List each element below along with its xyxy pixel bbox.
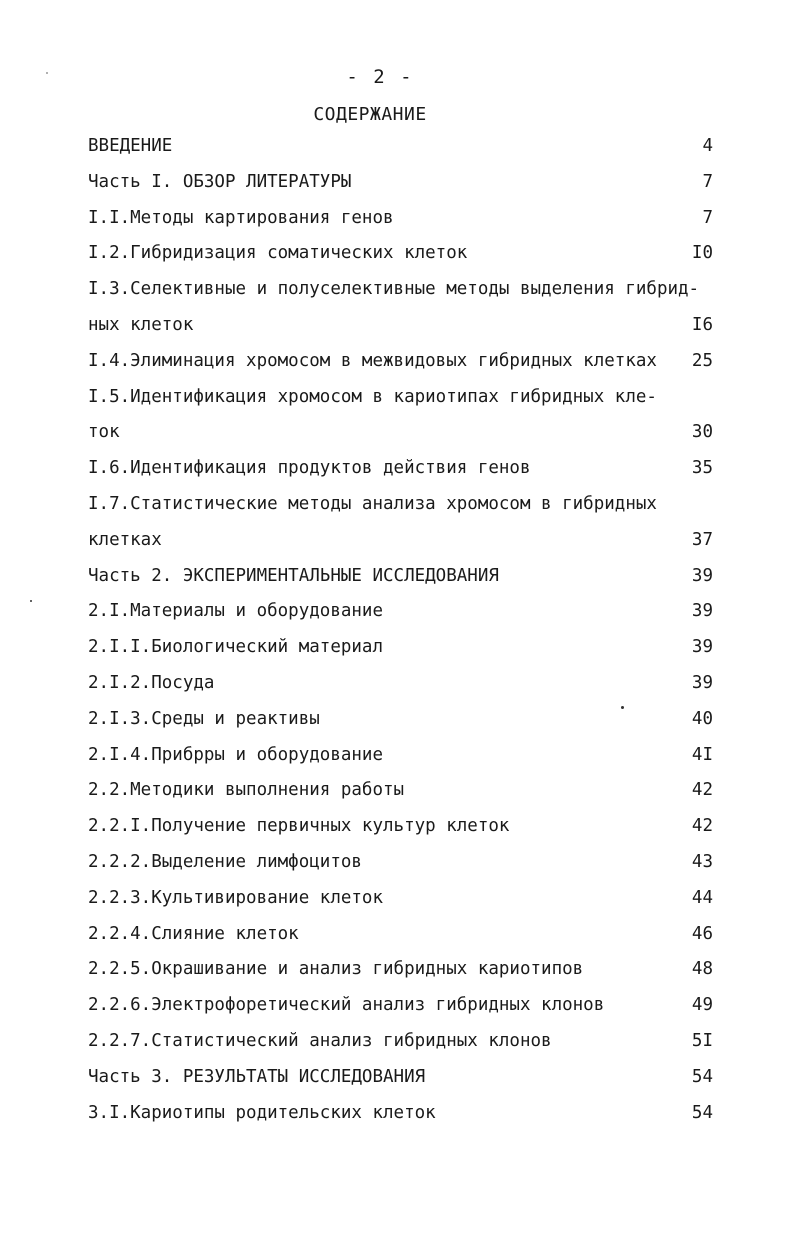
toc-entry-text: I.2.Гибридизация соматических клеток xyxy=(88,243,468,264)
scan-speck xyxy=(30,600,32,602)
toc-entry xyxy=(88,637,713,673)
toc-entry xyxy=(88,530,713,566)
toc-entry-text: ных клеток xyxy=(88,314,194,335)
toc-entry-text: 2.2.Методики выполнения работы xyxy=(88,780,405,801)
toc-entry-text: 2.I.3.Среды и реактивы xyxy=(88,708,320,729)
toc-entry xyxy=(88,458,713,494)
toc-entry-text: 3.I.Кариотипы родительских клеток xyxy=(88,1102,436,1123)
toc-entry-text: Часть I. ОБЗОР ЛИТЕРАТУРЫ xyxy=(88,171,352,192)
toc-entry-page: 39 xyxy=(691,672,713,693)
toc-entry-text: I.5.Идентификация хромосом в кариотипах гибридных кле- xyxy=(88,386,657,407)
toc-entry xyxy=(88,673,713,709)
toc-entry xyxy=(88,279,713,315)
page-title: СОДЕРЖАНИЕ xyxy=(313,104,427,125)
toc-entry-text: 2.I.2.Посуда xyxy=(88,672,215,693)
toc-entry-page: 42 xyxy=(691,816,713,837)
toc-entry-text: I.4.Элиминация хромосом в межвидовых гибридных клетках xyxy=(88,350,657,371)
toc-entry xyxy=(88,852,713,888)
toc-entry-text: 2.2.I.Получение первичных культур клеток xyxy=(88,816,510,837)
toc-entry-page: 54 xyxy=(691,1066,713,1087)
toc-entry-text: 2.2.3.Культивирование клеток xyxy=(88,887,384,908)
toc-entry xyxy=(88,888,713,924)
toc-entry-page: 54 xyxy=(691,1102,713,1123)
toc-entry xyxy=(88,387,713,423)
toc-entry-page: 49 xyxy=(691,995,713,1016)
toc-entry-text: I.I.Методы картирования генов xyxy=(88,207,394,228)
toc-entry-text: 2.2.7.Статистический анализ гибридных клонов xyxy=(88,1030,552,1051)
toc-entry-page: 4 xyxy=(702,136,713,156)
toc-entry-page: 7 xyxy=(702,207,713,228)
toc-entry-text: 2.2.5.Окрашивание и анализ гибридных кариотипов xyxy=(88,959,584,980)
toc-entry xyxy=(88,1103,713,1139)
toc-entry-page: 46 xyxy=(691,923,713,944)
toc-entry-page: 39 xyxy=(691,565,713,586)
toc-entry xyxy=(88,172,713,208)
toc-entry-text: 2.I.Материалы и оборудование xyxy=(88,601,384,622)
toc-entry xyxy=(88,709,713,745)
toc-entry-page: 35 xyxy=(691,458,713,479)
toc-entry-text: I.7.Статистические методы анализа хромосом в гибридных xyxy=(88,493,657,514)
toc-entry-text: клетках xyxy=(88,529,162,550)
toc-entry-text: I.6.Идентификация продуктов действия генов xyxy=(88,458,531,479)
toc-entry-page: 7 xyxy=(702,171,713,192)
toc-entry-page: 43 xyxy=(691,851,713,872)
toc-entry-page: 40 xyxy=(691,708,713,729)
toc-entry xyxy=(88,780,713,816)
toc-entry-text: 2.I.I.Биологический материал xyxy=(88,637,384,658)
toc-entry-text: ток xyxy=(88,422,120,443)
toc-entry xyxy=(88,566,713,602)
toc-entry xyxy=(88,924,713,960)
scan-speck xyxy=(621,706,624,709)
toc-entry-page: I6 xyxy=(691,314,713,335)
toc-entry-text: 2.2.6.Электрофоретический анализ гибридных клонов xyxy=(88,995,605,1016)
toc-entry xyxy=(88,601,713,637)
toc-entry-text: Часть 3. РЕЗУЛЬТАТЫ ИССЛЕДОВАНИЯ xyxy=(88,1066,426,1087)
toc-entry-page: 42 xyxy=(691,780,713,801)
toc-entry-page: 4I xyxy=(691,744,713,765)
toc-entry xyxy=(88,243,713,279)
toc-entry xyxy=(88,816,713,852)
toc-entry-text: 2.2.2.Выделение лимфоцитов xyxy=(88,851,362,872)
toc-entry xyxy=(88,208,713,244)
toc-entry xyxy=(88,422,713,458)
toc-entry-page: 5I xyxy=(691,1030,713,1051)
toc-entry-text: I.3.Селективные и полуселективные методы выделения гибрид- xyxy=(88,279,700,300)
toc-entry-page: 48 xyxy=(691,959,713,980)
toc-entry-text: 2.I.4.Прибрры и оборудование xyxy=(88,744,384,765)
toc-entry xyxy=(88,959,713,995)
toc-entry xyxy=(88,494,713,530)
toc-entry-text: ВВЕДЕНИЕ xyxy=(88,136,173,156)
toc-entry-page: I0 xyxy=(691,243,713,264)
toc-entry-text: Часть 2. ЭКСПЕРИМЕНТАЛЬНЫЕ ИССЛЕДОВАНИЯ xyxy=(88,565,499,586)
toc-entry xyxy=(88,745,713,781)
toc-entry-text: 2.2.4.Слияние клеток xyxy=(88,923,299,944)
toc-entry-page: 37 xyxy=(691,529,713,550)
toc-entry-page: 30 xyxy=(691,422,713,443)
scan-speck xyxy=(46,72,48,74)
toc-entry xyxy=(88,136,713,172)
toc-entry xyxy=(88,1031,713,1067)
toc-entry xyxy=(88,315,713,351)
toc-entry-page: 39 xyxy=(691,637,713,658)
toc-entry-page: 25 xyxy=(691,350,713,371)
table-of-contents xyxy=(88,136,713,1138)
toc-entry-page: 44 xyxy=(691,887,713,908)
toc-entry xyxy=(88,351,713,387)
page-number: - 2 - xyxy=(346,66,414,88)
toc-entry-page: 39 xyxy=(691,601,713,622)
toc-entry xyxy=(88,1067,713,1103)
toc-entry xyxy=(88,995,713,1031)
